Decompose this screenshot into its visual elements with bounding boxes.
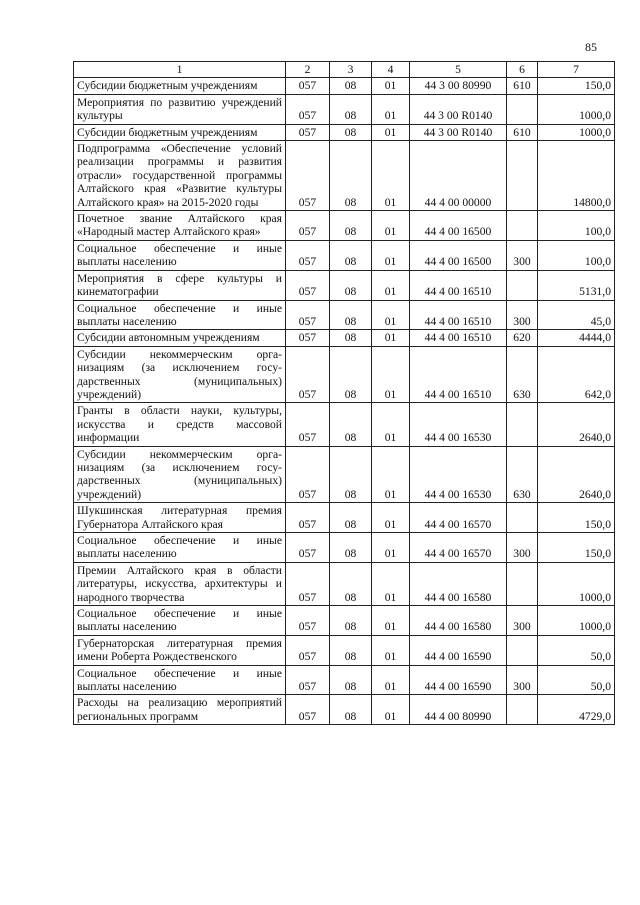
table-row [74,446,615,503]
expense-type-code [507,695,538,725]
table-row [74,78,615,94]
target-article-code: 44 4 00 16510 [410,330,507,346]
ministry-code: 057 [286,606,330,636]
table-row [74,533,615,563]
subsection-code: 01 [372,78,410,94]
table-row [74,346,615,403]
section-code: 08 [330,78,372,94]
table-row [74,503,615,533]
header-cell: 5 [410,62,507,78]
target-article-code: 44 4 00 16580 [410,606,507,636]
item-name: Мероприятия в сфере культуры и кинематографии [74,270,286,300]
expense-type-code: 300 [507,606,538,636]
table-row [74,562,615,605]
target-article-code: 44 3 00 80990 [410,78,507,94]
target-article-code: 44 4 00 00000 [410,141,507,211]
subsection-code: 01 [372,606,410,636]
target-article-code: 44 4 00 16530 [410,403,507,446]
amount: 4729,0 [538,695,615,725]
target-article-code: 44 4 00 16570 [410,533,507,563]
header-cell: 1 [74,62,286,78]
subsection-code: 01 [372,403,410,446]
ministry-code: 057 [286,665,330,695]
ministry-code: 057 [286,124,330,140]
amount: 150,0 [538,78,615,94]
amount: 150,0 [538,503,615,533]
expense-type-code [507,94,538,124]
target-article-code: 44 4 00 80990 [410,695,507,725]
subsection-code: 01 [372,141,410,211]
subsection-code: 01 [372,124,410,140]
header-cell: 3 [330,62,372,78]
item-name: Социальное обеспечение и иные выплаты населению [74,606,286,636]
target-article-code: 44 4 00 16510 [410,270,507,300]
table-row [74,665,615,695]
target-article-code: 44 4 00 16500 [410,240,507,270]
ministry-code: 057 [286,503,330,533]
expense-type-code: 300 [507,533,538,563]
subsection-code: 01 [372,330,410,346]
amount: 150,0 [538,533,615,563]
item-name: Субсидии бюджетным учреждениям [74,124,286,140]
ministry-code: 057 [286,94,330,124]
section-code: 08 [330,270,372,300]
expense-type-code: 300 [507,240,538,270]
item-name: Социальное обеспечение и иные выплаты населению [74,533,286,563]
target-article-code: 44 4 00 16510 [410,300,507,330]
ministry-code: 057 [286,300,330,330]
amount: 1000,0 [538,124,615,140]
section-code: 08 [330,665,372,695]
amount: 50,0 [538,665,615,695]
item-name: Премии Алтайского края в области литературы, искусства, архитектуры и народного творчества [74,562,286,605]
section-code: 08 [330,211,372,241]
amount: 642,0 [538,346,615,403]
table-row [74,635,615,665]
item-name: Мероприятия по развитию учреждений культуры [74,94,286,124]
ministry-code: 057 [286,446,330,503]
amount: 1000,0 [538,562,615,605]
section-code: 08 [330,403,372,446]
table-row [74,211,615,241]
table-row [74,695,615,725]
table-row [74,330,615,346]
section-code: 08 [330,346,372,403]
expense-type-code: 610 [507,78,538,94]
ministry-code: 057 [286,403,330,446]
target-article-code: 44 4 00 16590 [410,635,507,665]
target-article-code: 44 4 00 16570 [410,503,507,533]
amount: 45,0 [538,300,615,330]
amount: 2640,0 [538,403,615,446]
target-article-code: 44 3 00 R0140 [410,94,507,124]
header-cell: 2 [286,62,330,78]
expense-type-code: 300 [507,300,538,330]
target-article-code: 44 3 00 R0140 [410,124,507,140]
table-row [74,124,615,140]
subsection-code: 01 [372,695,410,725]
ministry-code: 057 [286,695,330,725]
table-row [74,94,615,124]
budget-table [73,61,615,725]
item-name: Расходы на реализацию мероприятий региональных программ [74,695,286,725]
section-code: 08 [330,240,372,270]
ministry-code: 057 [286,562,330,605]
table-row [74,300,615,330]
item-name: Субсидии некоммерческим организациям (за исключением государственных (муниципальных) учреждений) [74,446,286,503]
amount: 1000,0 [538,94,615,124]
expense-type-code: 630 [507,446,538,503]
expense-type-code: 630 [507,346,538,403]
section-code: 08 [330,141,372,211]
item-name: Субсидии некоммерческим организациям (за исключением государственных (муниципальных) учреждений) [74,346,286,403]
page-number: 85 [585,40,597,54]
expense-type-code [507,503,538,533]
ministry-code: 057 [286,270,330,300]
amount: 4444,0 [538,330,615,346]
subsection-code: 01 [372,503,410,533]
header-cell: 4 [372,62,410,78]
expense-type-code [507,635,538,665]
amount: 1000,0 [538,606,615,636]
table-row [74,141,615,211]
subsection-code: 01 [372,211,410,241]
ministry-code: 057 [286,141,330,211]
subsection-code: 01 [372,562,410,605]
amount: 14800,0 [538,141,615,211]
section-code: 08 [330,94,372,124]
item-name: Губернаторская литературная премия имени Роберта Рождественского [74,635,286,665]
amount: 100,0 [538,211,615,241]
expense-type-code [507,211,538,241]
section-code: 08 [330,606,372,636]
amount: 100,0 [538,240,615,270]
amount: 50,0 [538,635,615,665]
table-row [74,606,615,636]
expense-type-code [507,562,538,605]
ministry-code: 057 [286,533,330,563]
item-name: Субсидии бюджетным учреждениям [74,78,286,94]
section-code: 08 [330,635,372,665]
section-code: 08 [330,503,372,533]
subsection-code: 01 [372,635,410,665]
ministry-code: 057 [286,330,330,346]
target-article-code: 44 4 00 16590 [410,665,507,695]
subsection-code: 01 [372,240,410,270]
subsection-code: 01 [372,300,410,330]
table-row [74,403,615,446]
table-row [74,240,615,270]
header-row [74,62,615,78]
section-code: 08 [330,446,372,503]
expense-type-code: 620 [507,330,538,346]
amount: 5131,0 [538,270,615,300]
subsection-code: 01 [372,94,410,124]
target-article-code: 44 4 00 16500 [410,211,507,241]
section-code: 08 [330,330,372,346]
subsection-code: 01 [372,346,410,403]
item-name: Социальное обеспечение и иные выплаты населению [74,240,286,270]
section-code: 08 [330,124,372,140]
item-name: Гранты в области науки, культуры, искусства и средств массовой информации [74,403,286,446]
expense-type-code [507,270,538,300]
section-code: 08 [330,695,372,725]
ministry-code: 057 [286,346,330,403]
ministry-code: 057 [286,240,330,270]
item-name: Социальное обеспечение и иные выплаты населению [74,300,286,330]
item-name: Подпрограмма «Обеспечение условий реализации программы и развития отрасли» государственной программы Алтайского края «Развитие культуры Алтайского края» на 2015-2020 годы [74,141,286,211]
item-name: Субсидии автономным учреждениям [74,330,286,346]
ministry-code: 057 [286,78,330,94]
target-article-code: 44 4 00 16530 [410,446,507,503]
expense-type-code: 610 [507,124,538,140]
expense-type-code: 300 [507,665,538,695]
amount: 2640,0 [538,446,615,503]
table-row [74,270,615,300]
subsection-code: 01 [372,446,410,503]
item-name: Почетное звание Алтайского края «Народный мастер Алтайского края» [74,211,286,241]
section-code: 08 [330,300,372,330]
section-code: 08 [330,533,372,563]
section-code: 08 [330,562,372,605]
subsection-code: 01 [372,533,410,563]
target-article-code: 44 4 00 16510 [410,346,507,403]
subsection-code: 01 [372,665,410,695]
expense-type-code [507,403,538,446]
expense-type-code [507,141,538,211]
header-cell: 7 [538,62,615,78]
ministry-code: 057 [286,211,330,241]
item-name: Социальное обеспечение и иные выплаты населению [74,665,286,695]
ministry-code: 057 [286,635,330,665]
header-cell: 6 [507,62,538,78]
target-article-code: 44 4 00 16580 [410,562,507,605]
subsection-code: 01 [372,270,410,300]
item-name: Шукшинская литературная премия Губернатора Алтайского края [74,503,286,533]
